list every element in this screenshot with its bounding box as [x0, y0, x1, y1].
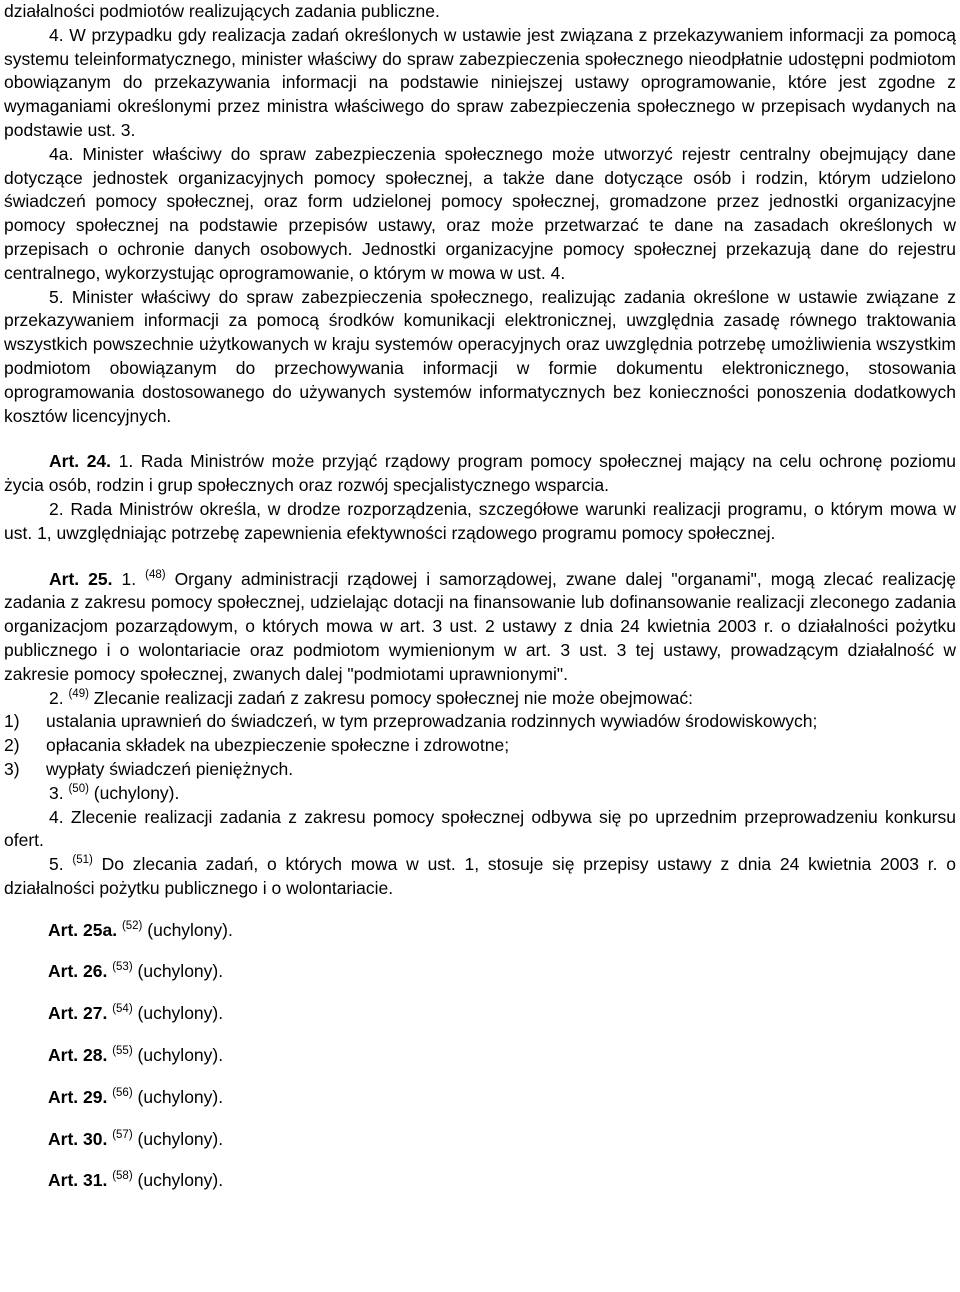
- spacer: [4, 428, 956, 450]
- article-label: Art. 30.: [48, 1128, 108, 1149]
- ust-number: 5.: [49, 854, 73, 875]
- article-label: Art. 31.: [48, 1170, 108, 1191]
- ust-number: 1.: [112, 568, 146, 589]
- spacer: [4, 1110, 956, 1128]
- article-text: (uchylony).: [132, 1003, 224, 1024]
- article-label: Art. 28.: [48, 1045, 108, 1066]
- repealed-article: [4, 1044, 956, 1068]
- spacer: [4, 984, 956, 1002]
- spacer: [4, 901, 956, 919]
- article-text: Zlecanie realizacji zadań z zakresu pomocy społecznej nie może obejmować:: [88, 687, 693, 708]
- spacer: [4, 1068, 956, 1086]
- article-label: Art. 29.: [48, 1086, 108, 1107]
- repealed-article: [4, 960, 956, 984]
- article-24-ust-1: [4, 450, 956, 498]
- article-24-ust-2: 2. Rada Ministrów określa, w drodze rozporządzenia, szczegółowe warunki realizacji programu, o którym mowa w ust. 1, uwzględniając potrzebę zapewnienia efektywności rządowego programu pomocy społecznej.: [4, 498, 956, 543]
- article-text: (uchylony).: [132, 961, 224, 982]
- article-text: Do zlecania zadań, o których mowa w ust. 1, stosuje się przepisy ustawy z dnia 24 kwietnia 2003 r. o działalności pożytku publicznego i o wolontariacie.: [4, 854, 956, 898]
- article-text: (uchylony).: [132, 1170, 224, 1191]
- article-25-ust-3: [4, 782, 956, 806]
- ust-number: 2.: [49, 687, 69, 708]
- article-text: (uchylony).: [142, 919, 233, 940]
- article-label: Art. 26.: [48, 961, 108, 982]
- article-25-ust-1: [4, 568, 956, 687]
- footnote-ref: (49): [68, 687, 89, 700]
- article-25-ust-4: 4. Zlecenie realizacji zadania z zakresu pomocy społecznej odbywa się po uprzednim przeprowadzeniu konkursu ofert.: [4, 806, 956, 851]
- article-text: (uchylony).: [132, 1128, 224, 1149]
- article-label: Art. 27.: [48, 1003, 108, 1024]
- list-item-text: wypłaty świadczeń pieniężnych.: [46, 758, 294, 779]
- list-item-text: opłacania składek na ubezpieczenie społeczne i zdrowotne;: [46, 735, 510, 756]
- repealed-article: [4, 1086, 956, 1110]
- continuation-line: działalności podmiotów realizujących zadania publiczne.: [4, 1, 440, 21]
- repealed-article: [4, 919, 956, 943]
- footnote-ref: (51): [72, 854, 93, 867]
- spacer: [4, 1026, 956, 1044]
- article-25-ust-2: [4, 687, 956, 711]
- footnote-ref: (58): [112, 1170, 133, 1183]
- article-text: Organy administracji rządowej i samorządowej, zwane dalej "organami", mogą zlecać realizację zadania z zakresu pomocy społecznej, udzielając dotacji na finansowanie lub dofinansowanie realizacji zleconego zadania organizacjom pozarządowym, o których mowa w art. 3 ust. 2 ustawy z dnia 24 kwietnia 2003 r. o działalności pożytku publicznego i o wolontariacie oraz podmiotom wymienionym w art. 3 ust. 3 tej ustawy, prowadzącym działalność w zakresie pomocy społecznej, zwanych dalej "podmiotami uprawnionymi".: [4, 568, 957, 684]
- ust-number: 3.: [49, 782, 69, 803]
- list-item-number: 3): [4, 758, 20, 779]
- list-item-number: 1): [4, 711, 20, 732]
- footnote-ref: (53): [112, 961, 133, 974]
- paragraph-ust-5: 5. Minister właściwy do spraw zabezpieczenia społecznego, realizując zadania określone w ustawie związane z przekazywaniem informacji za pomocą środków komunikacji elektronicznej, uwzględnia zasadę równego traktowania wszystkich powszechnie użytkowanych w kraju systemów operacyjnych oraz uwzględnia potrzebę umożliwienia wszystkim podmiotom obowiązanym do przechowywania informacji w formie dokumentu elektronicznego, stosowania oprogramowania dostosowanego do używanych systemów informatycznych bez konieczności ponoszenia dodatkowych kosztów licencyjnych.: [4, 286, 956, 426]
- paragraph-ust-4a: 4a. Minister właściwy do spraw zabezpieczenia społecznego może utworzyć rejestr centralny obejmujący dane dotyczące jednostek organizacyjnych pomocy społecznej, a także dane dotyczące osób i rodzin, którym udzielono świadczeń pomocy społecznej, oraz form udzielonej pomocy społecznej, gromadzone przez jednostki organizacyjne pomocy społecznej na podstawie przepisów ustawy, oraz może przetwarzać te dane na zasadach określonych w przepisach o ochronie danych osobowych. Jednostki organizacyjne pomocy społecznej przekazują dane do rejestru centralnego, wykorzystując oprogramowanie, o którym w mowa w ust. 4.: [4, 143, 956, 283]
- article-text: (uchylony).: [132, 1086, 224, 1107]
- footnote-ref: (55): [112, 1045, 133, 1058]
- list-item-text: ustalania uprawnień do świadczeń, w tym przeprowadzania rodzinnych wywiadów środowiskowych;: [46, 711, 818, 732]
- article-25-ust-5: [4, 853, 956, 901]
- footnote-ref: (56): [112, 1086, 133, 1099]
- article-text: 1. Rada Ministrów może przyjąć rządowy program pomocy społecznej mający na celu ochronę poziomu życia osób, rodzin i grup społecznych oraz rozwój specjalistycznego wsparcia.: [4, 451, 956, 496]
- spacer: [4, 1151, 956, 1169]
- repealed-article: [4, 1128, 956, 1152]
- list-item-number: 2): [4, 735, 20, 756]
- list-item: [4, 734, 956, 758]
- footnote-ref: (50): [68, 782, 89, 795]
- footnote-ref: (48): [145, 568, 166, 581]
- article-label: Art. 25a.: [48, 919, 118, 940]
- paragraph-ust-4: 4. W przypadku gdy realizacja zadań określonych w ustawie jest związana z przekazywaniem informacji za pomocą systemu teleinformatycznego, minister właściwy do spraw zabezpieczenia społecznego nieodpłatnie udostępni podmiotom obowiązanym do przekazywania informacji na podstawie niniejszej ustawy oprogramowanie, które jest zgodne z wymaganiami określonymi przez ministra właściwego do spraw zabezpieczenia społecznego w przepisach wydanych na podstawie ust. 3.: [4, 24, 956, 140]
- repealed-article: [4, 1169, 956, 1193]
- article-text: (uchylony).: [132, 1045, 224, 1066]
- footnote-ref: (57): [112, 1128, 133, 1141]
- article-label: Art. 24.: [49, 451, 112, 472]
- list-item: [4, 710, 956, 734]
- footnote-ref: (54): [112, 1003, 133, 1016]
- footnote-ref: (52): [121, 919, 143, 932]
- spacer: [4, 546, 956, 568]
- list-item: [4, 758, 956, 782]
- article-label: Art. 25.: [49, 568, 113, 589]
- spacer: [4, 942, 956, 960]
- repealed-article: [4, 1002, 956, 1026]
- article-text: (uchylony).: [88, 782, 180, 803]
